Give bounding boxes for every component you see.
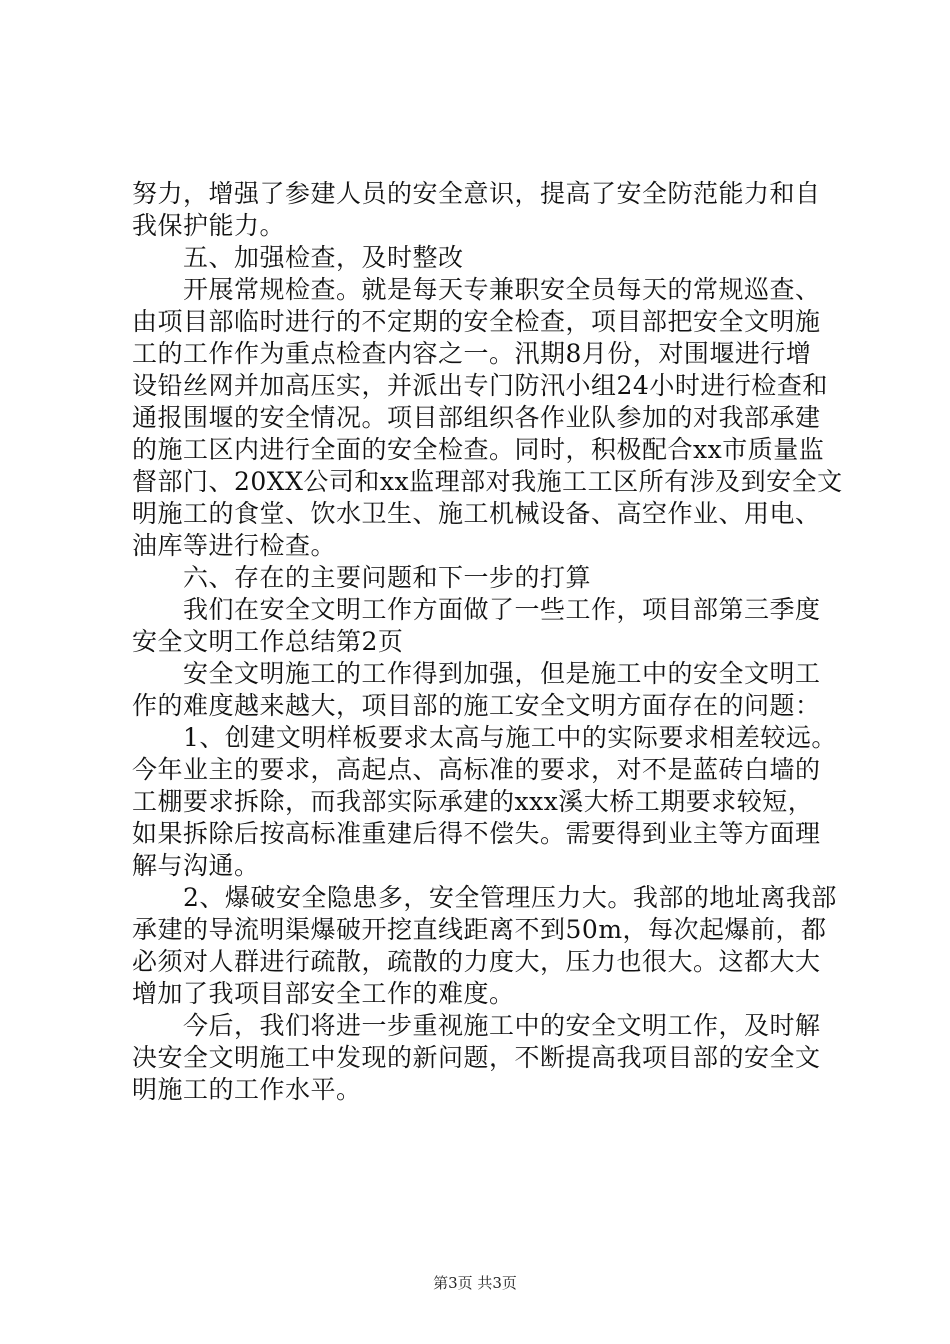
- paragraph-line: 开展常规检查。就是每天专兼职安全员每天的常规巡查、: [132, 275, 821, 304]
- paragraph-line: 安全文明施工的工作得到加强，但是施工中的安全文明工: [132, 659, 821, 688]
- section-heading: 五、加强检查，及时整改: [132, 243, 464, 272]
- paragraph-line: 督部门、20XX公司和xx监理部对我施工工区所有涉及到安全文: [132, 467, 843, 496]
- section-heading: 六、存在的主要问题和下一步的打算: [132, 563, 592, 592]
- paragraph-line: 2、爆破安全隐患多，安全管理压力大。我部的地址离我部: [132, 883, 837, 912]
- paragraph-line: 努力，增强了参建人员的安全意识，提高了安全防范能力和自: [132, 179, 821, 208]
- paragraph-line: 今年业主的要求，高起点、高标准的要求，对不是蓝砖白墙的: [132, 755, 821, 784]
- paragraph-line: 1、创建文明样板要求太高与施工中的实际要求相差较远。: [132, 723, 837, 752]
- paragraph-line: 承建的导流明渠爆破开挖直线距离不到50m，每次起爆前，都: [132, 915, 827, 944]
- paragraph-line: 增加了我项目部安全工作的难度。: [132, 979, 515, 1008]
- paragraph-line: 明施工的工作水平。: [132, 1075, 362, 1104]
- paragraph-line: 通报围堰的安全情况。项目部组织各作业队参加的对我部承建: [132, 403, 821, 432]
- page-footer: 第3页 共3页: [433, 1274, 517, 1292]
- paragraph-line: 决安全文明施工中发现的新问题，不断提高我项目部的安全文: [132, 1043, 821, 1072]
- paragraph-line: 作的难度越来越大，项目部的施工安全文明方面存在的问题：: [132, 691, 821, 720]
- paragraph-line: 我们在安全文明工作方面做了一些工作，项目部第三季度: [132, 595, 821, 624]
- paragraph-line: 设铅丝网并加高压实，并派出专门防汛小组24小时进行检查和: [132, 371, 828, 400]
- paragraph-line: 的施工区内进行全面的安全检查。同时，积极配合xx市质量监: [132, 435, 825, 464]
- paragraph-line: 由项目部临时进行的不定期的安全检查，项目部把安全文明施: [132, 307, 821, 336]
- paragraph-line: 油库等进行检查。: [132, 531, 337, 560]
- paragraph-line: 解与沟通。: [132, 851, 260, 880]
- paragraph-line: 如果拆除后按高标准重建后得不偿失。需要得到业主等方面理: [132, 819, 821, 848]
- paragraph-line: 工的工作作为重点检查内容之一。汛期8月份，对围堰进行增: [132, 339, 812, 368]
- paragraph-line: 安全文明工作总结第2页: [132, 627, 404, 656]
- paragraph-line: 我保护能力。: [132, 211, 286, 240]
- paragraph-line: 必须对人群进行疏散，疏散的力度大，压力也很大。这都大大: [132, 947, 821, 976]
- paragraph-line: 工棚要求拆除，而我部实际承建的xxx溪大桥工期要求较短，: [132, 787, 814, 816]
- paragraph-line: 明施工的食堂、饮水卫生、施工机械设备、高空作业、用电、: [132, 499, 821, 528]
- paragraph-line: 今后，我们将进一步重视施工中的安全文明工作，及时解: [132, 1011, 821, 1040]
